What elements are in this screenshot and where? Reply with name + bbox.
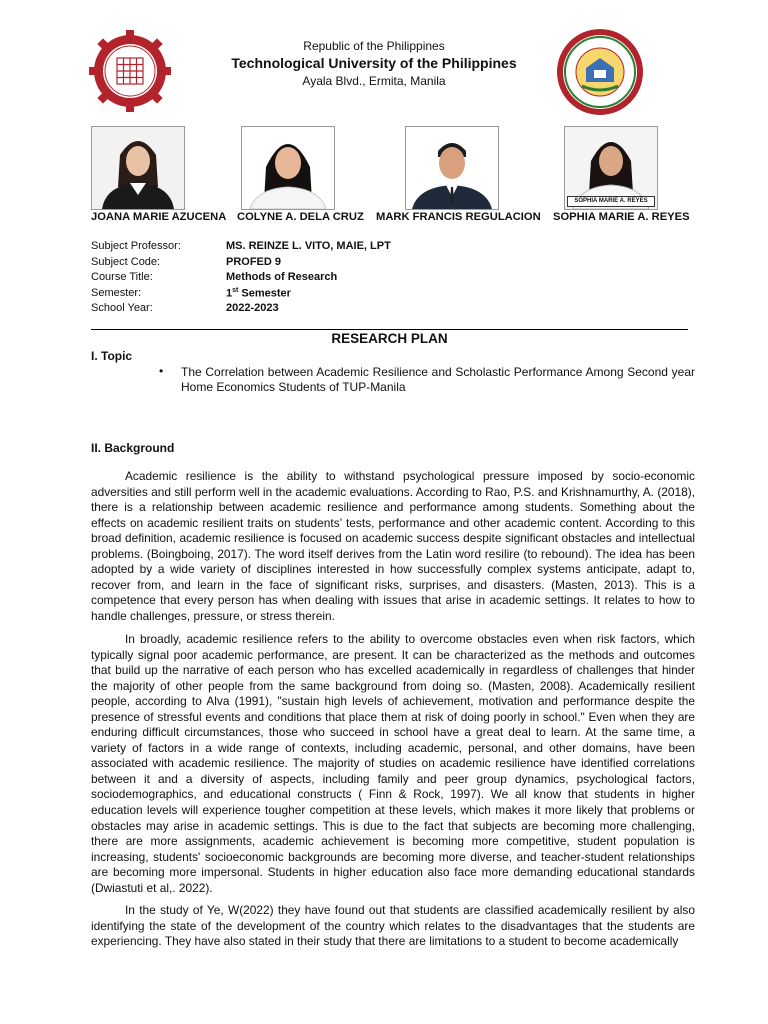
info-value: MS. REINZE L. VITO, MAIE, LPT — [226, 240, 391, 252]
section-heading: II. Background — [91, 441, 175, 455]
topic-text: The Correlation between Academic Resilience and Scholastic Performance Among Second year Home Economics Students of TUP-Manila — [181, 365, 695, 395]
member-name: MARK FRANCIS REGULACION — [376, 211, 541, 223]
info-value: 1st Semester — [226, 286, 291, 300]
info-label: Subject Code: — [91, 255, 161, 268]
info-row — [91, 256, 391, 272]
info-row — [91, 271, 391, 287]
info-label: School Year: — [91, 302, 153, 315]
member-photo — [405, 126, 499, 210]
member-name: SOPHIA MARIE A. REYES — [553, 211, 690, 223]
member-name: JOANA MARIE AZUCENA — [91, 211, 227, 223]
member-photo — [91, 126, 185, 210]
info-row — [91, 287, 391, 303]
paragraph: Academic resilience is the ability to withstand psychological pressure imposed by socio-economic adversities and still perform well in the academic evaluations. According to Rao, P.S. and Krishnamurthy, A. (2018), there is a relationship between academic resilience and performance among students. Something about the effects on academic resilient traits on students’ tests, performance and other academic content. According to this broad definition, academic resilience is focused on academic success despite significant obstacles and intellectual problems. (Boingboing, 2017). The word itself derives from the Latin word resilire (to rebound). The idea has been adopted by a wide variety of disciplines interested in how successfully complex systems anticipate, adapt to, recover from, and learn in the face of significant risks, surprises, and disasters. (Masten, 2013). This is a competence that every person has when dealing with issues that arise in academic settings. It relates to how to handle challenges, pressure, or stress therein. — [91, 469, 695, 623]
info-value: PROFED 9 — [226, 255, 282, 268]
paragraph: In the study of Ye, W(2022) they have found out that students are classified academically resilient by also identifying the state of the development of the country which relates to the disadvantages that the students are experiencing. They have also stated in their study that there are limitations to a student to become academically — [91, 903, 695, 949]
member-photo — [241, 126, 335, 210]
divider — [91, 329, 688, 330]
republic-line: Republic of the Philippines — [303, 39, 445, 53]
info-value: Methods of Research — [226, 271, 338, 284]
course-info — [91, 240, 391, 318]
section-heading: I. Topic — [91, 349, 133, 363]
info-label: Course Title: — [91, 271, 153, 284]
letterhead — [180, 38, 568, 89]
member-photo — [564, 126, 658, 210]
university-address: Ayala Blvd., Ermita, Manila — [302, 74, 446, 89]
info-label: Semester: — [91, 286, 142, 299]
member-name: COLYNE A. DELA CRUZ — [237, 211, 364, 223]
document-title: RESEARCH PLAN — [331, 331, 448, 346]
photo-nameplate: SOPHIA MARIE A. REYES — [567, 196, 655, 207]
tup-seal-logo — [89, 30, 171, 112]
info-label: Subject Professor: — [91, 240, 181, 252]
paragraph: In broadly, academic resilience refers to the ability to overcome obstacles even when risk factors, which typically signal poor academic performance, are present. It can be characterized as the methods and outcomes that build up the narrative of each person who has excelled academically in regardless of challenges that hinder the majority of other people from the same background from doing so. (Masten, 2008). Academically resilient people, according to Alva (1991), "sustain high levels of achievement, motivation and performance despite the presence of stressful events and conditions that place them at risk of doing poorly in school." Even when they are enduring difficult circumstances, those who succeed in school have a great deal to learn. At the same time, a variety of factors in a wide range of contexts, including academic, personal, and other domains, have been associated with academic resilience. The majority of studies on academic resilience have identified correlations between it and a diversity of aspects, including family and peer group dynamics, psychological factors, sociodemographics, and educational constructs ( Finn & Rock, 1997). We all know that students in higher education levels will experience tougher competition at these levels, which makes it more likely that problems or obstacles may arise in academic settings. This is due to the fact that subjects are becoming more challenging, there are more assignments, academic achievement is becoming more competitive, student population is increasing, students' socioeconomic backgrounds are becoming more diverse, and teacher-student relationships are becoming more impersonal. Students in higher education also face more demanding educational standards (Dwiastuti et al,. 2022). — [91, 632, 695, 895]
university-name: Technological University of the Philippines — [231, 55, 517, 72]
info-row — [91, 240, 391, 256]
cie-seal-logo — [556, 28, 644, 116]
info-value: 2022-2023 — [226, 302, 279, 315]
info-row — [91, 302, 391, 318]
bullet-icon: • — [159, 364, 164, 378]
